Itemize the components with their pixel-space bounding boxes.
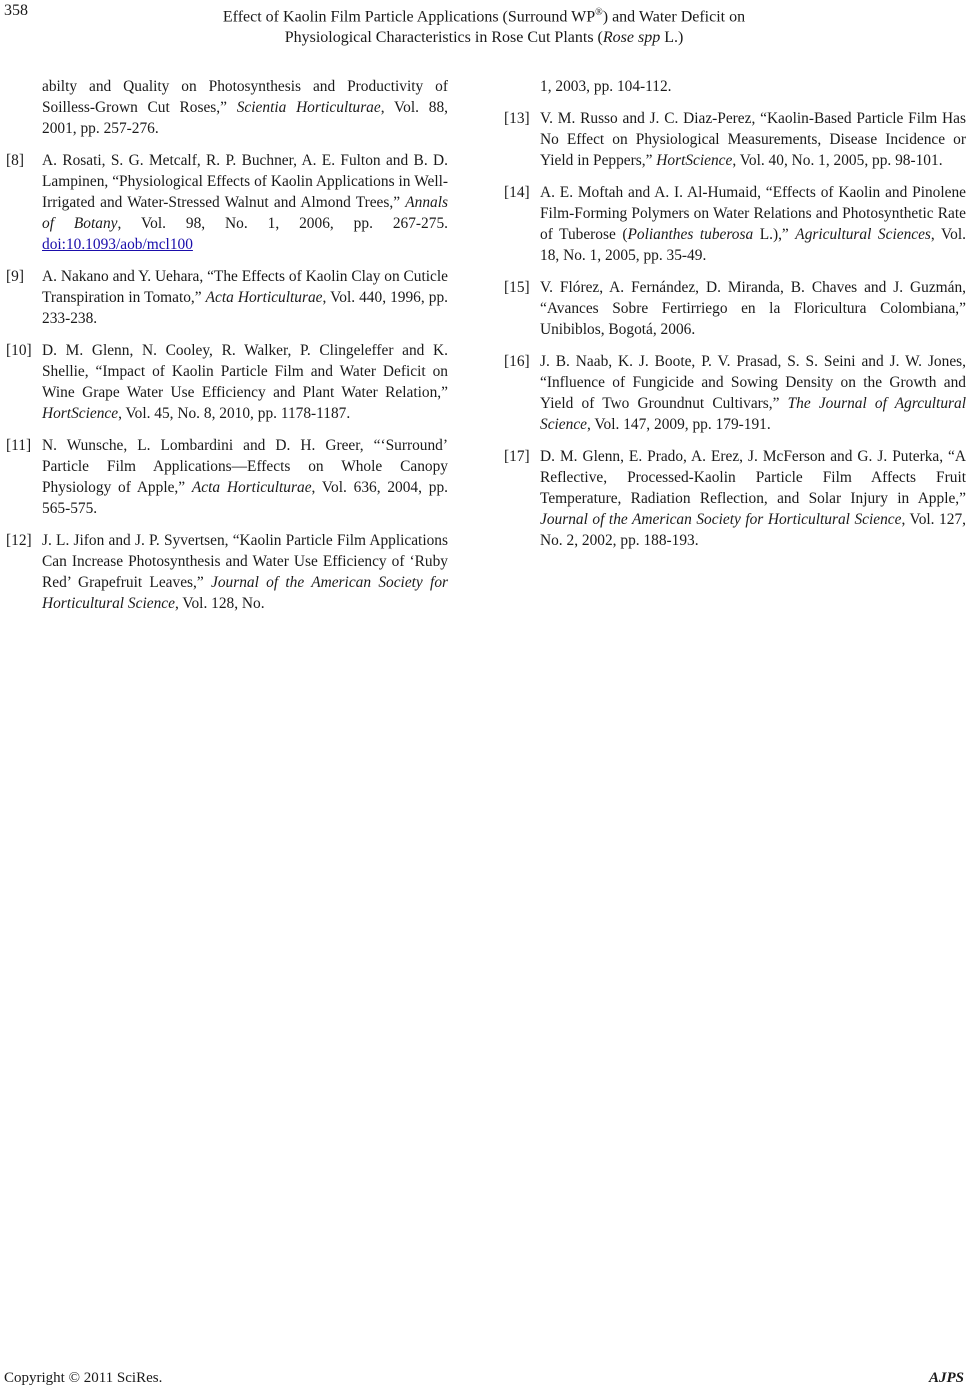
reference-17: [17] D. M. Glenn, E. Prado, A. Erez, J. McFerson and G. J. Puterka, “A Reflective, Processed-Kaolin Particle Film Affects Fruit Temperature, Radiation Reflection, and Solar Injury in Apple,” Journal of the American Society for Horticultural Science, Vol. 127, No. 2, 2002, pp. 188-193. — [504, 448, 966, 549]
running-header-line2: Physiological Characteristics in Rose Cut Plants (Rose spp L.) — [284, 29, 684, 47]
reference-16: [16] J. B. Naab, K. J. Boote, P. V. Prasad, S. S. Seini and J. W. Jones, “Influence of Fungicide and Sowing Density on the Growth and Yield of Two Groundnut Cultivars,” The Journal of Agrcultural Science, Vol. 147, 2009, pp. 179-191. — [504, 353, 966, 433]
journal-abbreviation: AJPS — [928, 1370, 964, 1386]
reference-14: [14] A. E. Moftah and A. I. Al-Humaid, “Effects of Kaolin and Pinolene Film-Forming Polymers on Water Relations and Photosynthetic Rate of Tuberose (Polianthes tuberosa L.),” Agricultural Sciences, Vol. 18, No. 1, 2005, pp. 35-49. — [504, 184, 966, 264]
reference-8: [8] A. Rosati, S. G. Metcalf, R. P. Buchner, A. E. Fulton and B. D. Lampinen, “Physiological Effects of Kaolin Applications in Well-Irrigated and Water-Stressed Walnut and Almond Trees,” Annals of Botany, Vol. 98, No. 1, 2006, pp. 267-275. doi:10.1093/aob/mcl100 — [6, 152, 448, 253]
page-number: 358 — [4, 2, 28, 19]
reference-15: [15] V. Flórez, A. Fernández, D. Miranda, B. Chaves and J. Guzmán, “Avances Sobre Fertirriego en la Floricultura Colombiana,” Unibiblos, Bogotá, 2006. — [504, 279, 966, 338]
doi-link[interactable]: doi:10.1093/aob/mcl100 — [42, 236, 193, 253]
copyright-footer: Copyright © 2011 SciRes. — [4, 1370, 163, 1386]
reference-13: [13] V. M. Russo and J. C. Diaz-Perez, “Kaolin-Based Particle Film Has No Effect on Physiological Measurements, Disease Incidence or Yield in Peppers,” HortScience, Vol. 40, No. 1, 2005, pp. 98-101. — [504, 110, 966, 169]
reference-10: [10] D. M. Glenn, N. Cooley, R. Walker, P. Clingeleffer and K. Shellie, “Impact of Kaolin Particle Film and Water Deficit on Wine Grape Water Use Efficiency and Plant Water Relation,” HortScience, Vol. 45, No. 8, 2010, pp. 1178-1187. — [6, 342, 448, 422]
running-header-line1: Effect of Kaolin Film Particle Applications (Surround WP®) and Water Deficit on — [222, 7, 746, 26]
left-column — [6, 76, 448, 625]
reference-11: [11] N. Wunsche, L. Lombardini and D. H. Greer, “‘Surround’ Particle Film Applications―Effects on Whole Canopy Physiology of Apple,” Acta Horticulturae, Vol. 636, 2004, pp. 565-575. — [6, 437, 448, 517]
reference-9: [9] A. Nakano and Y. Uehara, “The Effects of Kaolin Clay on Cuticle Transpiration in Tomato,” Acta Horticulturae, Vol. 440, 1996, pp. 233-238. — [6, 268, 448, 327]
running-header — [0, 2, 968, 48]
reference-continuation: 1, 2003, pp. 104-112. — [540, 78, 672, 95]
right-column — [504, 76, 966, 562]
reference-continuation: abilty and Quality on Photosynthesis and Productivity of Soilless-Grown Cut Roses,” Scientia Horticulturae, Vol. 88, 2001, pp. 257-276. — [42, 78, 448, 137]
reference-12: [12] J. L. Jifon and J. P. Syvertsen, “Kaolin Particle Film Applications Can Increase Photosynthesis and Water Use Efficiency of ‘Ruby Red’ Grapefruit Leaves,” Journal of the American Society for Horticultural Science, Vol. 128, No. — [6, 532, 449, 612]
